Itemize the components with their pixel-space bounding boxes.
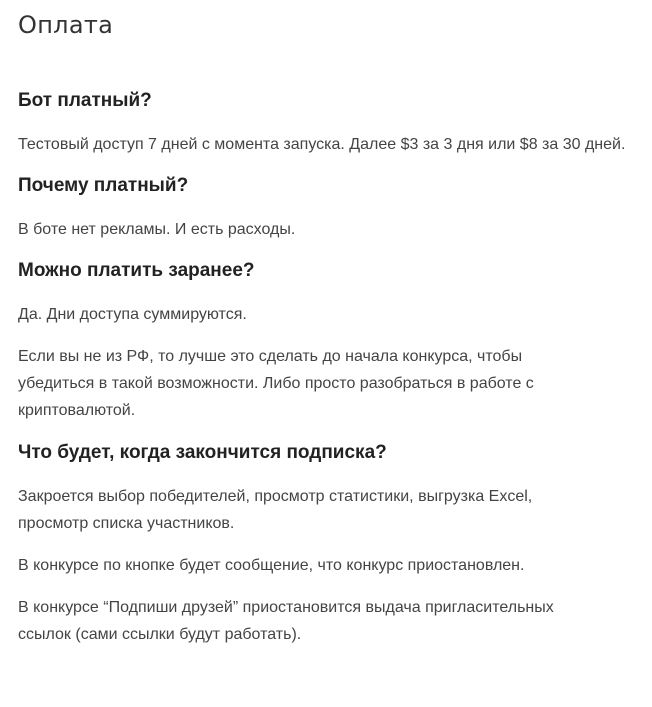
section-heading: Бот платный? [18, 90, 152, 111]
section-paragraph: Тестовый доступ 7 дней с момента запуска. Далее $3 за 3 дня или $8 за 30 дней. [18, 136, 626, 153]
section-paragraph: В конкурсе по кнопке будет сообщение, что конкурс приостановлен. [18, 557, 525, 574]
section-heading: Можно платить заранее? [18, 260, 255, 281]
section-paragraph: В конкурсе “Подпиши друзей” приостановится выдача пригласительных ссылок (сами ссылки будут работать). [18, 599, 554, 643]
faq-section-subscription-ends [18, 441, 634, 648]
section-heading: Что будет, когда закончится подписка? [18, 442, 387, 463]
section-paragraph: Закроется выбор победителей, просмотр статистики, выгрузка Excel, просмотр списка участников. [18, 488, 533, 532]
section-paragraph: Если вы не из РФ, то лучше это сделать до начала конкурса, чтобы убедиться в такой возможности. Либо просто разобраться в работе с криптовалютой. [18, 348, 534, 419]
faq-section-pay-in-advance [18, 259, 634, 424]
faq-section-why-paid [18, 174, 634, 243]
page-title: Оплата [18, 11, 114, 39]
section-heading: Почему платный? [18, 175, 189, 196]
faq-section-bot-paid [18, 89, 634, 158]
section-paragraph: В боте нет рекламы. И есть расходы. [18, 221, 296, 238]
section-paragraph: Да. Дни доступа суммируются. [18, 306, 247, 323]
